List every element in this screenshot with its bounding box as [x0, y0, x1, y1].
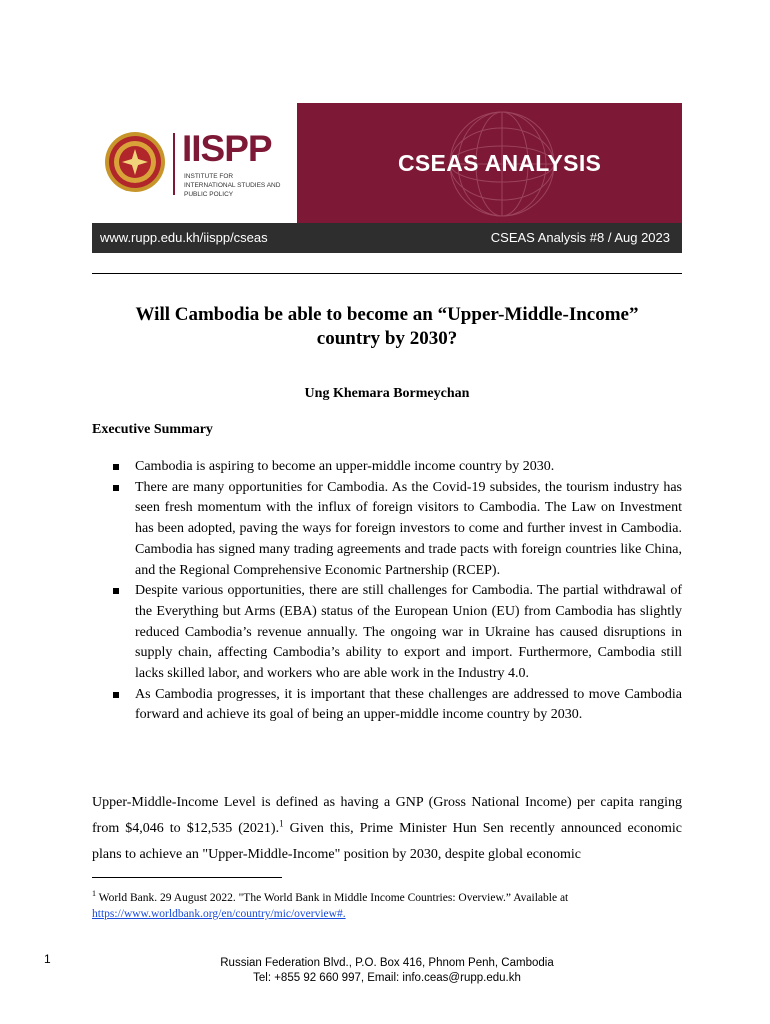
title-line-2: country by 2030?	[316, 328, 458, 349]
institute-logo-subtitle: INSTITUTE FOR INTERNATIONAL STUDIES AND PUBLIC POLICY	[184, 173, 281, 198]
list-item	[113, 581, 682, 685]
bullet-text: Despite various opportunities, there are still challenges for Cambodia. The partial withdrawal of the Everything but Arms (EBA) status of the European Union (EU) from Cambodia has slightly reduced Cambodia’s revenue annually. The ongoing war in Ukraine has caused disruptions in supply chain, affecting Cambodia’s ability to export and import. Furthermore, Cambodia still lacks skilled labor, and workers who are able work in the Industry 4.0.	[135, 583, 682, 682]
footer-contact: Tel: +855 92 660 997, Email: info.ceas@rupp.edu.kh	[253, 972, 521, 984]
footer-address: Russian Federation Blvd., P.O. Box 416, Phnom Penh, Cambodia	[220, 957, 554, 969]
paragraph-text-part-2: Given this, Prime Minister Hun Sen recently announced economic plans to achieve an "Upper-Middle-Income" position by 2030, despite global economic	[92, 821, 682, 862]
footnote	[92, 886, 672, 922]
footnote-link[interactable]: https://www.worldbank.org/en/country/mic/overview#.	[92, 907, 346, 920]
footnote-number: 1	[92, 889, 96, 898]
bullet-text: As Cambodia progresses, it is important that these challenges are addressed to move Cambodia forward and achieve its goal of being an upper-middle income country by 2030.	[135, 686, 682, 723]
list-item	[113, 478, 682, 582]
footnote-reference[interactable]: 1	[279, 818, 284, 829]
logo-divider	[173, 133, 175, 195]
footnote-rule	[92, 877, 282, 878]
list-item	[113, 457, 682, 478]
list-item	[113, 685, 682, 726]
paragraph-text-part-1: Upper-Middle-Income Level is defined as having a GNP (Gross National Income) per capita ranging from $4,046 to $12,535 (2021).	[92, 795, 682, 836]
header-banner	[92, 103, 682, 253]
executive-summary-list	[113, 457, 682, 726]
executive-summary-heading: Executive Summary	[92, 422, 213, 437]
bullet-square-icon	[113, 692, 119, 698]
bullet-text: Cambodia is aspiring to become an upper-middle income country by 2030.	[135, 459, 555, 474]
university-seal-icon	[104, 129, 166, 195]
issue-label: CSEAS Analysis #8 / Aug 2023	[490, 230, 670, 245]
institute-logo-text: IISPP	[182, 128, 272, 169]
bullet-square-icon	[113, 464, 119, 470]
body-paragraph	[92, 790, 682, 868]
website-link[interactable]: www.rupp.edu.kh/iispp/cseas	[100, 230, 268, 245]
publication-title: CSEAS ANALYSIS	[398, 150, 602, 176]
bullet-square-icon	[113, 485, 119, 491]
bullet-square-icon	[113, 588, 119, 594]
footnote-text: World Bank. 29 August 2022. "The World Bank in Middle Income Countries: Overview.” Available at	[96, 891, 569, 904]
author-name: Ung Khemara Bormeychan	[304, 386, 470, 401]
title-line-1: Will Cambodia be able to become an “Upper-Middle-Income”	[135, 304, 639, 325]
page-number: 1	[44, 952, 51, 966]
document-title	[92, 303, 682, 351]
bullet-text: There are many opportunities for Cambodia. As the Covid-19 subsides, the tourism industry has seen fresh momentum with the influx of foreign visitors to Cambodia. The Law on Investment has been adopted, paving the ways for foreign investors to come and further invest in Cambodia. Cambodia has signed many trading agreements and trade pacts with foreign countries like China, and the Regional Comprehensive Economic Partnership (RCEP).	[135, 479, 682, 578]
page-footer	[92, 956, 682, 986]
header-rule	[92, 273, 682, 274]
